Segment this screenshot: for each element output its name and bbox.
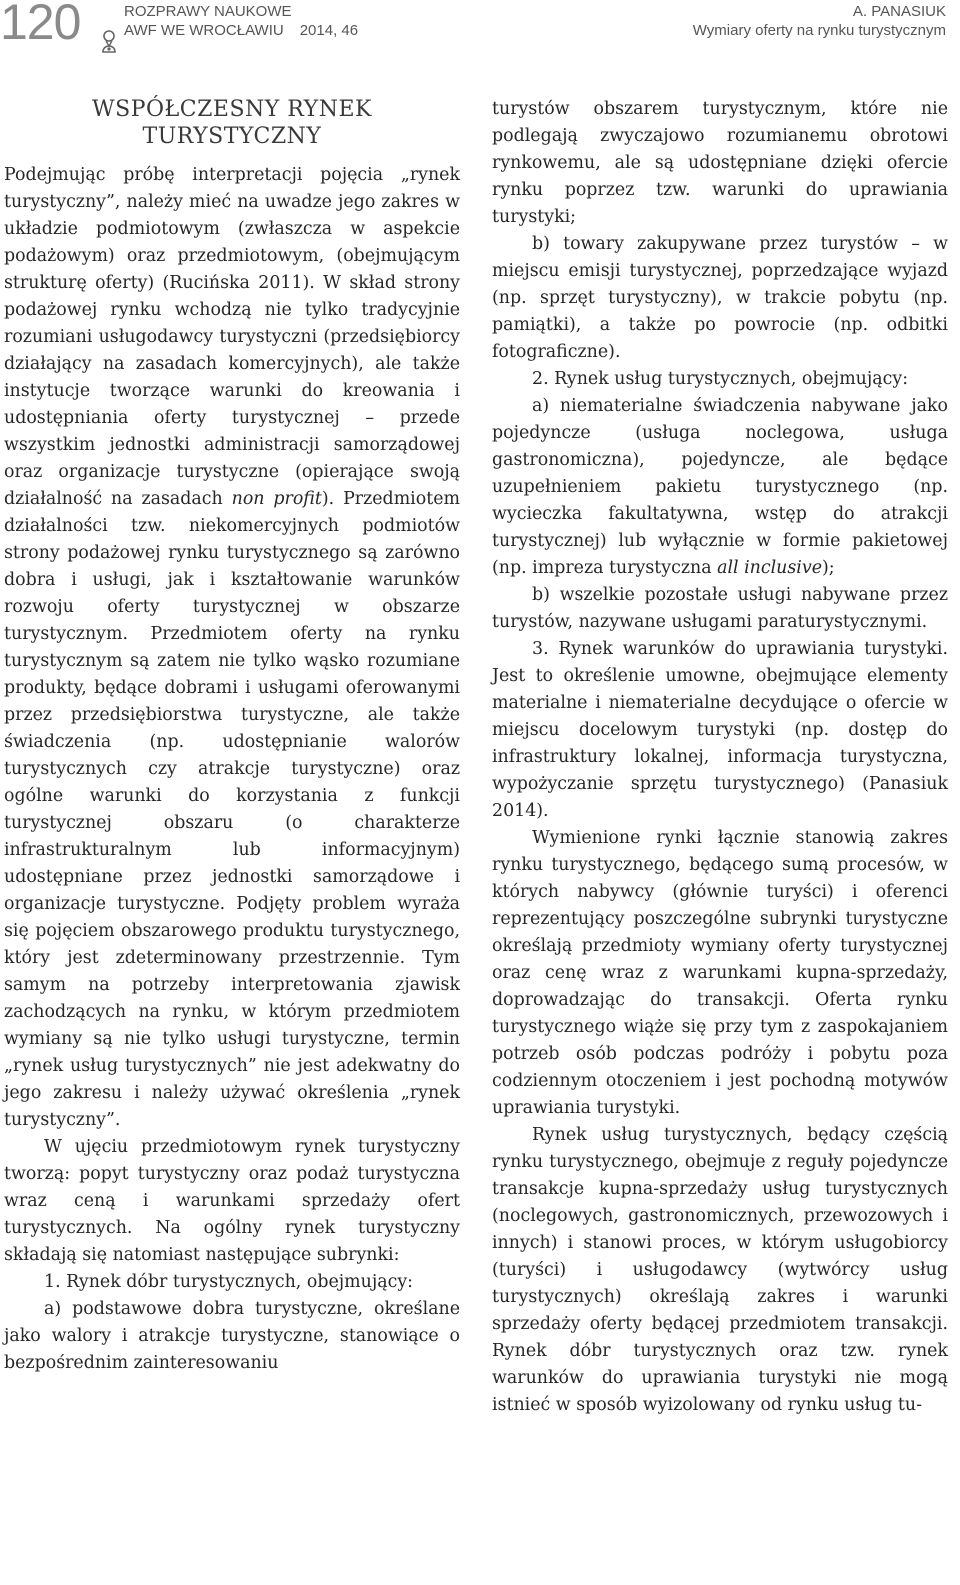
running-head xyxy=(693,2,946,40)
paragraph-text: ). Przedmiotem działalności tzw. niekomercyjnych podmiotów strony podażowej rynku turystycznego są zarówno dobra i usługi, jak i kształtowanie warunków rozwoju oferty turystycznej w obszarze turystycznym. Przedmiotem oferty na rynku turystycznym są zatem nie tylko wąsko rozumiane produkty, będące dobrami i usługami oferowanymi przez przedsiębiorstwa turystyczne, ale także świadczenia (np. udostępnianie walorów turystycznych czy atrakcje turystyczne) oraz ogólne warunki do korzystania z funkcji turystycznej obszaru (o charakterze infrastrukturalnym lub informacyjnym) udostępniane przez jednostki samorządowe i organizacje turystyczne. Podjęty problem wyraża się pojęciem obszarowego produktu turystycznego, który jest zdeterminowany przestrzennie. Tym samym na potrzeby interpretowania zjawisk zachodzących na rynku, w którym przedmiotem wymiany są nie tylko usługi turystyczne, termin „rynek usług turystycznych” nie jest adekwatny do jego zakresu i należy używać określenia „rynek turystyczny”. xyxy=(4,489,460,1130)
author-name: A. PANASIUK xyxy=(852,3,946,20)
paragraph-text: Podejmując próbę interpretacji pojęcia „rynek turystyczny”, należy mieć na uwadze jego zakres w układzie podmiotowym (zwłaszcza w aspekcie podażowym) oraz przedmiotowym, (obejmującym strukturę oferty) (Rucińska 2011). W skład strony podażowej rynku wchodzą nie tylko tradycyjnie rozumiani usługodawcy turystyczni (przedsiębiorcy działający na zasadach komercyjnych), ale także instytucje tworzące warunki do kreowania i udostępniania oferty turystycznej – przede wszystkim jednostki administracji samorządowej oraz organizacje turystyczne (opierające swoją działalność na zasadach xyxy=(4,165,460,509)
list-item xyxy=(492,393,948,582)
journal-year-issue: 2014, 46 xyxy=(299,22,359,39)
list-item: b) wszelkie pozostałe usługi nabywane przez turystów, nazywane usługami paraturystycznymi. xyxy=(492,585,948,632)
journal-info xyxy=(124,2,358,40)
right-column xyxy=(492,96,948,1419)
italic-term: non profit xyxy=(231,489,322,509)
list-item: a) podstawowe dobra turystyczne, określane jako walory i atrakcje turystyczne, stanowiące o bezpośrednim zainteresowaniu xyxy=(4,1299,460,1373)
left-column xyxy=(4,96,460,1377)
list-item: b) towary zakupywane przez turystów – w miejscu emisji turystycznej, poprzedzające wyjazd (np. sprzęt turystyczny), w trakcie pobytu (np. pamiątki), a także po powrocie (np. odbitki fotograficzne). xyxy=(492,234,948,362)
paragraph: Rynek usług turystycznych, będący częścią rynku turystycznego, obejmuje z reguły pojedyncze transakcje kupna-sprzedaży usług turystycznych (noclegowych, gastronomicznych, przewozowych i innych) i stanowi proces, w którym usługobiorcy (turyści) i usługodawcy (wytwórcy usług turystycznych) określają zakres i warunki sprzedaży oferty będącej przedmiotem transakcji. Rynek dóbr turystycznych oraz tzw. rynek warunków do uprawiania turystyki nie mogą istnieć w sposób wyizolowany od rynku usług tu- xyxy=(492,1125,948,1415)
journal-name: AWF WE WROCŁAWIU xyxy=(124,22,284,39)
paragraph-text: ); xyxy=(821,558,835,578)
page-header xyxy=(0,0,960,60)
running-title: Wymiary oferty na rynku turystycznym xyxy=(692,22,946,39)
paragraph-text: a) niematerialne świadczenia nabywane jako pojedyncze (usługa noclegowa, usługa gastronomiczna), pojedyncze, ale będące uzupełnieniem pakietu turystycznego (np. wycieczka fakultatywna, wstęp do atrakcji turystycznej) lub wyłącznie w formie pakietowej (np. impreza turystyczna xyxy=(492,396,948,578)
paragraph: W ujęciu przedmiotowym rynek turystyczny tworzą: popyt turystyczny oraz podaż turystyczna wraz ceną i warunkami sprzedaży ofert turystycznych. Na ogólny rynek turystyczny składają się natomiast następujące subrynki: xyxy=(4,1137,460,1265)
journal-line-2 xyxy=(124,21,358,40)
list-item: 2. Rynek usług turystycznych, obejmujący: xyxy=(532,369,909,389)
paragraph xyxy=(4,162,460,1134)
list-item: 1. Rynek dóbr turystycznych, obejmujący: xyxy=(44,1272,414,1292)
journal-line-1: ROZPRAWY NAUKOWE xyxy=(124,3,292,20)
paragraph: Wymienione rynki łącznie stanowią zakres rynku turystycznego, będącego sumą procesów, w których nabywcy (głównie turyści) i oferenci reprezentujący poszczególne subrynki turystyczne określają przedmioty wymiany oferty turystycznej oraz cenę wraz z warunkami kupna-sprzedaży, doprowadzając do transakcji. Oferta rynku turystycznego wiąże się przy tym z zaspokajaniem potrzeb osób podczas podróży i pobytu poza codziennym otoczeniem i jest pochodną motywów uprawiania turystyki. xyxy=(492,828,948,1118)
awf-logo-icon xyxy=(98,28,120,56)
page-number: 120 xyxy=(0,0,81,50)
paragraph: turystów obszarem turystycznym, które nie podlegają zwyczajowo rozumianemu obrotowi rynkowemu, ale są udostępniane dzięki ofercie rynku poprzez tzw. warunki do uprawiania turystyki; xyxy=(492,99,948,227)
italic-term: all inclusive xyxy=(717,558,822,578)
list-item: 3. Rynek warunków do uprawiania turystyki. Jest to określenie umowne, obejmujące elementy materialne i niematerialne decydujące o ofercie w miejscu docelowym turystyki (np. dostęp do infrastruktury lokalnej, informacja turystyczna, wypożyczanie sprzętu turystycznego) (Panasiuk 2014). xyxy=(492,639,948,821)
section-heading: WSPÓŁCZESNY RYNEK TURYSTYCZNY xyxy=(92,97,372,149)
